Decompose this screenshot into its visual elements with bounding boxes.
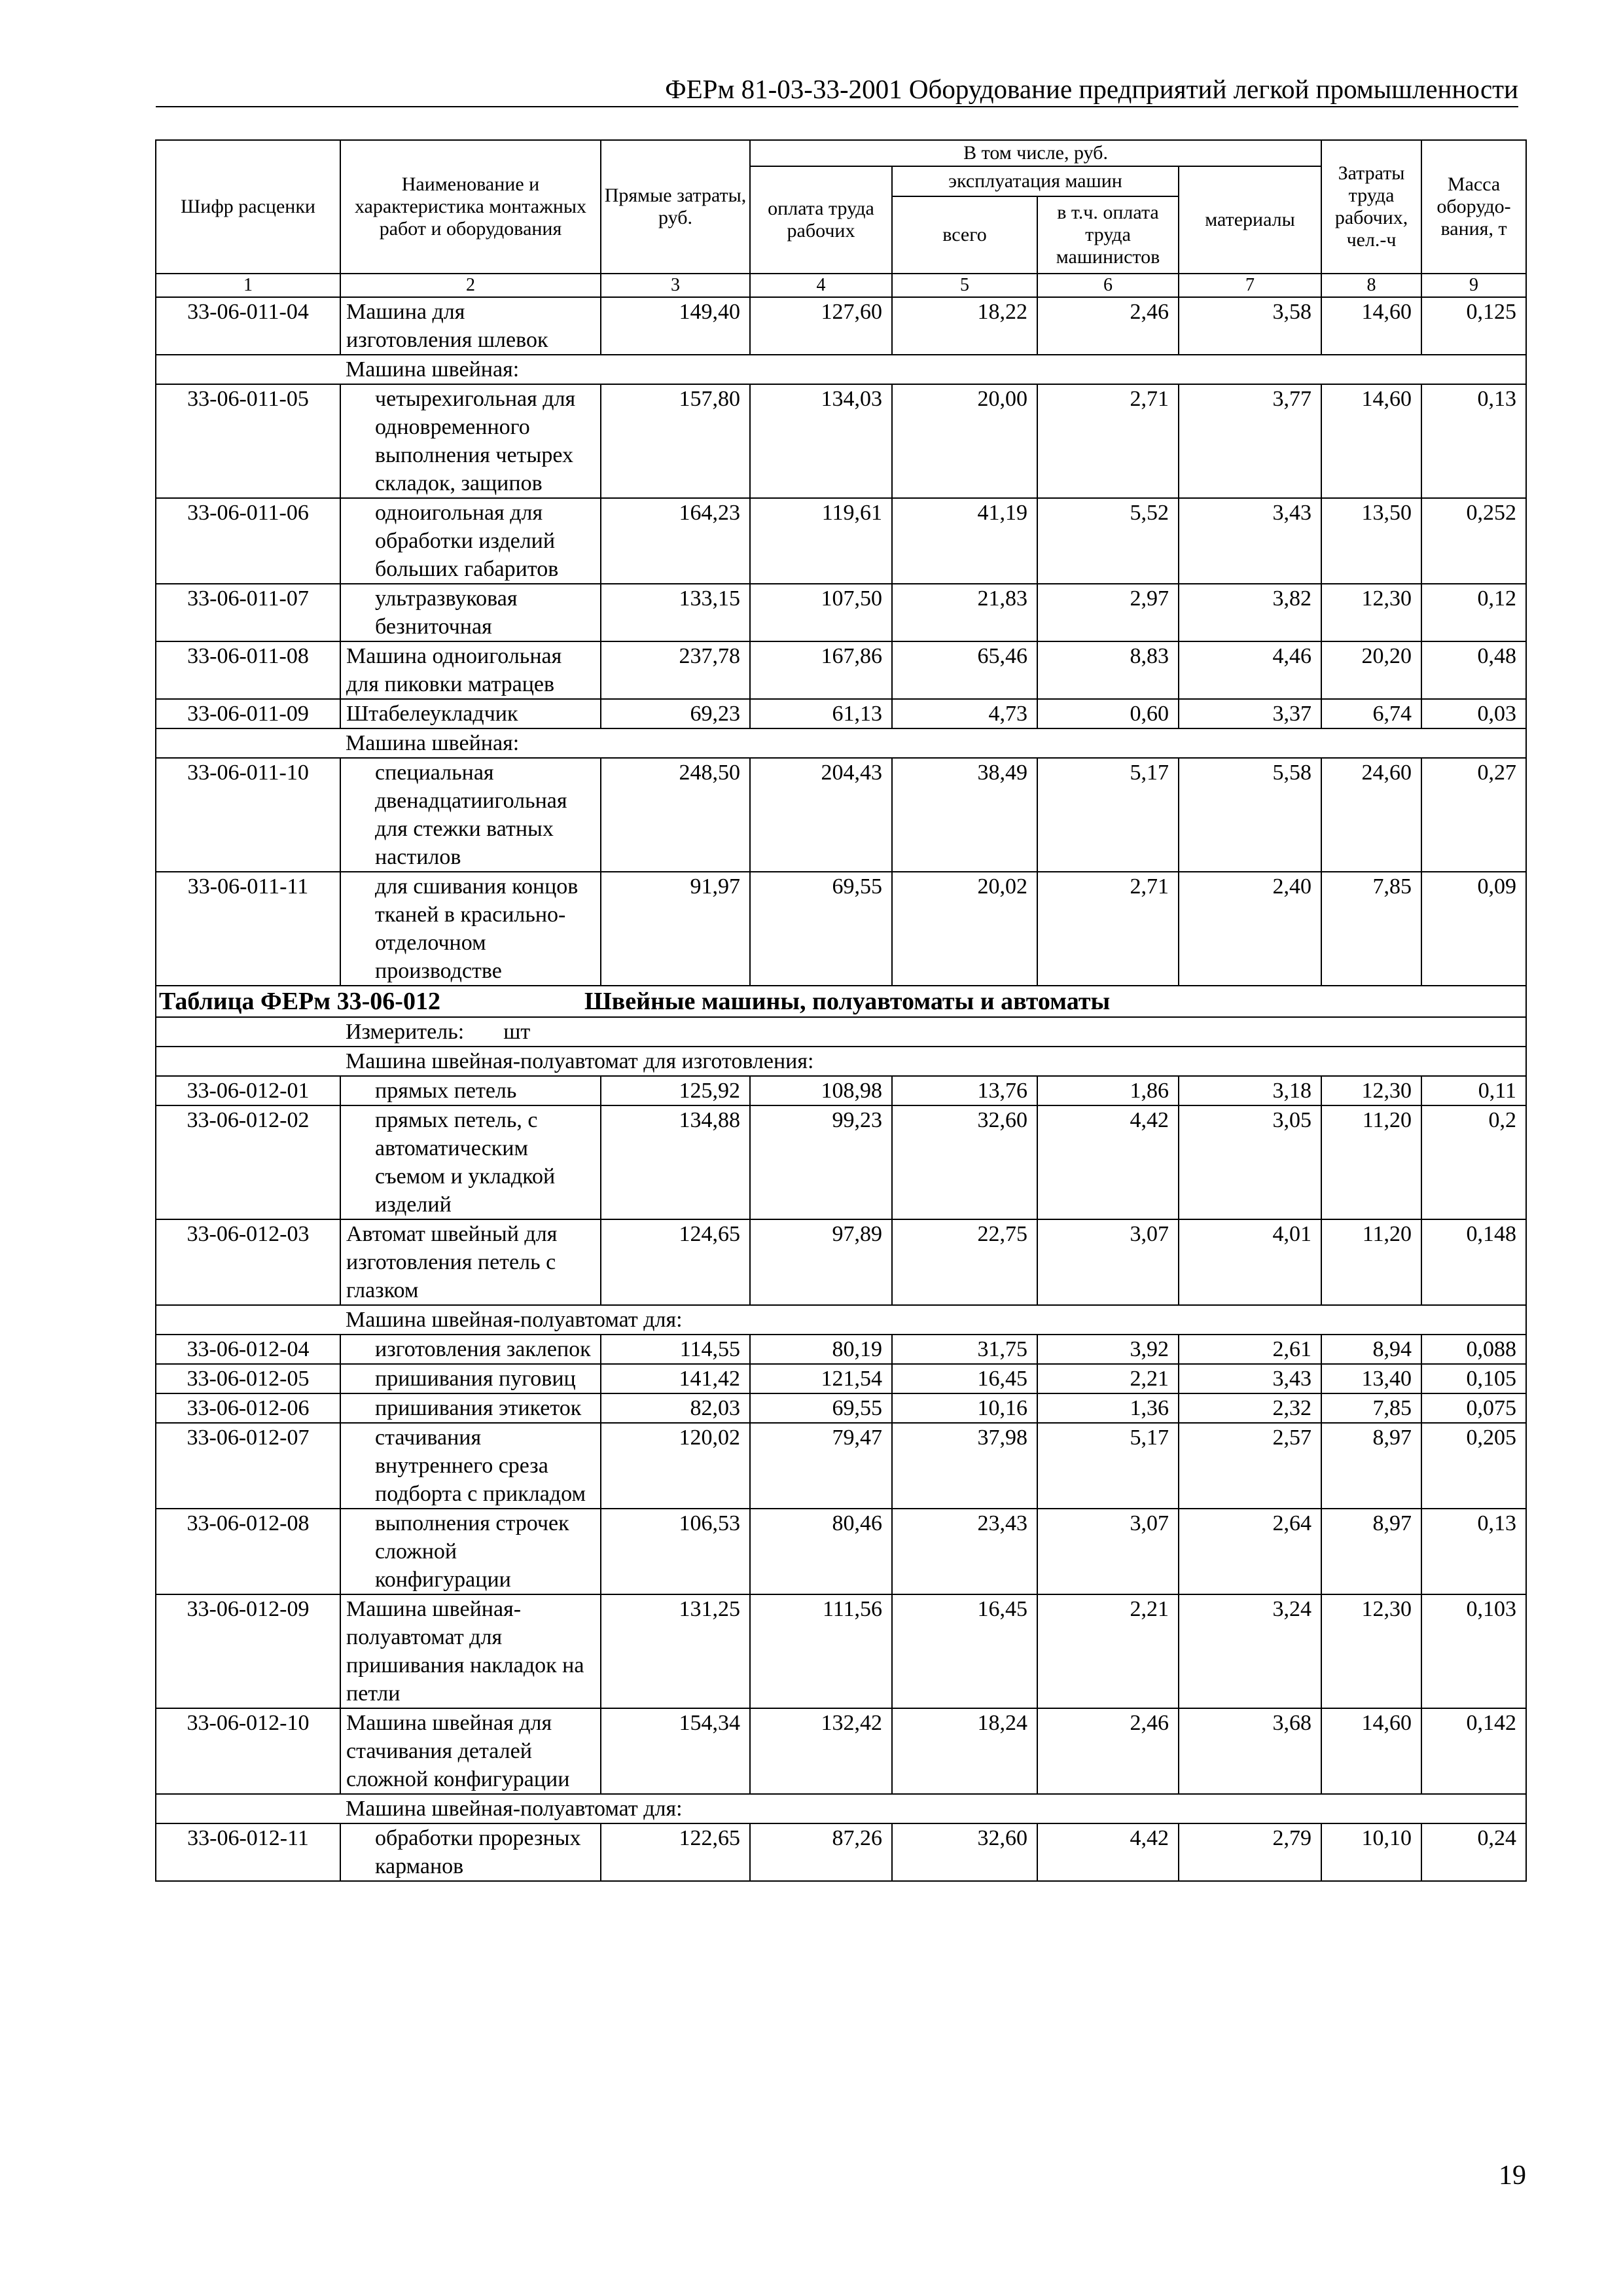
rate-code: 33-06-012-09 xyxy=(156,1594,340,1708)
machinist-wages: 2,46 xyxy=(1037,297,1179,355)
direct-cost: 114,55 xyxy=(601,1335,750,1364)
table-head xyxy=(156,140,1526,297)
materials-cost: 3,43 xyxy=(1179,498,1321,584)
equipment-mass: 0,24 xyxy=(1421,1823,1526,1881)
direct-cost: 154,34 xyxy=(601,1708,750,1794)
labor-hours: 13,40 xyxy=(1321,1364,1421,1393)
equipment-mass: 0,2 xyxy=(1421,1105,1526,1219)
machinist-wages: 8,83 xyxy=(1037,641,1179,699)
direct-cost: 164,23 xyxy=(601,498,750,584)
worker-wages: 127,60 xyxy=(750,297,892,355)
materials-cost: 2,57 xyxy=(1179,1423,1321,1509)
equipment-mass: 0,48 xyxy=(1421,641,1526,699)
machines-total: 37,98 xyxy=(892,1423,1037,1509)
table-row xyxy=(156,584,1526,641)
direct-cost: 69,23 xyxy=(601,699,750,728)
work-name: Машина для изготовления шлевок xyxy=(340,297,601,355)
rate-code: 33-06-011-04 xyxy=(156,297,340,355)
labor-hours: 8,94 xyxy=(1321,1335,1421,1364)
worker-wages: 108,98 xyxy=(750,1076,892,1105)
equipment-mass: 0,03 xyxy=(1421,699,1526,728)
worker-wages: 167,86 xyxy=(750,641,892,699)
column-number: 8 xyxy=(1321,274,1421,297)
work-name: пришивания пуговиц xyxy=(340,1364,601,1393)
work-name: Автомат швейный для изготовления петель с глазком xyxy=(340,1219,601,1305)
work-name: пришивания этикеток xyxy=(340,1393,601,1423)
work-name: Машина швейная для стачивания деталей сложной конфигурации xyxy=(340,1708,601,1794)
labor-hours: 12,30 xyxy=(1321,1076,1421,1105)
subheading-text: Машина швейная-полуавтомат для изготовления: xyxy=(340,1047,1526,1076)
subheading-text: Машина швейная-полуавтомат для: xyxy=(340,1794,1526,1823)
head-machines-total: всего xyxy=(892,196,1037,274)
rate-code: 33-06-012-03 xyxy=(156,1219,340,1305)
worker-wages: 99,23 xyxy=(750,1105,892,1219)
column-number: 7 xyxy=(1179,274,1321,297)
labor-hours: 8,97 xyxy=(1321,1423,1421,1509)
head-mass: Масса оборудо-вания, т xyxy=(1421,140,1526,274)
machinist-wages: 0,60 xyxy=(1037,699,1179,728)
table-row xyxy=(156,758,1526,872)
head-code: Шифр расценки xyxy=(156,140,340,274)
head-materials: материалы xyxy=(1179,166,1321,274)
direct-cost: 124,65 xyxy=(601,1219,750,1305)
machines-total: 32,60 xyxy=(892,1823,1037,1881)
header-rule xyxy=(156,106,1518,107)
head-direct: Прямые затраты, руб. xyxy=(601,140,750,274)
work-name: специальная двенадцатиигольная для стежки ватных настилов xyxy=(340,758,601,872)
labor-hours: 14,60 xyxy=(1321,384,1421,498)
equipment-mass: 0,075 xyxy=(1421,1393,1526,1423)
column-number: 3 xyxy=(601,274,750,297)
machinist-wages: 4,42 xyxy=(1037,1823,1179,1881)
empty-cell xyxy=(156,355,340,384)
table-row xyxy=(156,699,1526,728)
labor-hours: 20,20 xyxy=(1321,641,1421,699)
empty-cell xyxy=(156,1305,340,1335)
work-name: обработки прорезных карманов xyxy=(340,1823,601,1881)
worker-wages: 69,55 xyxy=(750,1393,892,1423)
machinist-wages: 2,21 xyxy=(1037,1594,1179,1708)
subheading-text: Машина швейная-полуавтомат для: xyxy=(340,1305,1526,1335)
materials-cost: 2,40 xyxy=(1179,872,1321,986)
machinist-wages: 2,46 xyxy=(1037,1708,1179,1794)
machines-total: 13,76 xyxy=(892,1076,1037,1105)
equipment-mass: 0,148 xyxy=(1421,1219,1526,1305)
work-name: Машина одноигольная для пиковки матрацев xyxy=(340,641,601,699)
table-row xyxy=(156,498,1526,584)
machines-total: 38,49 xyxy=(892,758,1037,872)
subheading-row xyxy=(156,728,1526,758)
table-row xyxy=(156,1076,1526,1105)
direct-cost: 82,03 xyxy=(601,1393,750,1423)
table-row xyxy=(156,1708,1526,1794)
machines-total: 10,16 xyxy=(892,1393,1037,1423)
machinist-wages: 2,21 xyxy=(1037,1364,1179,1393)
machinist-wages: 4,42 xyxy=(1037,1105,1179,1219)
subheading-text: Машина швейная: xyxy=(340,355,1526,384)
labor-hours: 14,60 xyxy=(1321,297,1421,355)
equipment-mass: 0,13 xyxy=(1421,1509,1526,1594)
labor-hours: 7,85 xyxy=(1321,1393,1421,1423)
machines-total: 22,75 xyxy=(892,1219,1037,1305)
subheading-row xyxy=(156,1305,1526,1335)
table-row xyxy=(156,1364,1526,1393)
rate-code: 33-06-012-10 xyxy=(156,1708,340,1794)
table-row xyxy=(156,1219,1526,1305)
materials-cost: 3,58 xyxy=(1179,297,1321,355)
rate-code: 33-06-012-05 xyxy=(156,1364,340,1393)
work-name: одноигольная для обработки изделий больших габаритов xyxy=(340,498,601,584)
direct-cost: 157,80 xyxy=(601,384,750,498)
column-numbers-row xyxy=(156,274,1526,297)
machinist-wages: 1,86 xyxy=(1037,1076,1179,1105)
worker-wages: 107,50 xyxy=(750,584,892,641)
worker-wages: 119,61 xyxy=(750,498,892,584)
equipment-mass: 0,13 xyxy=(1421,384,1526,498)
machinist-wages: 3,92 xyxy=(1037,1335,1179,1364)
rate-code: 33-06-012-02 xyxy=(156,1105,340,1219)
materials-cost: 3,77 xyxy=(1179,384,1321,498)
direct-cost: 134,88 xyxy=(601,1105,750,1219)
machinist-wages: 3,07 xyxy=(1037,1509,1179,1594)
empty-cell xyxy=(156,728,340,758)
direct-cost: 131,25 xyxy=(601,1594,750,1708)
rate-code: 33-06-011-09 xyxy=(156,699,340,728)
rate-code: 33-06-011-11 xyxy=(156,872,340,986)
table-row xyxy=(156,1423,1526,1509)
labor-hours: 11,20 xyxy=(1321,1219,1421,1305)
worker-wages: 134,03 xyxy=(750,384,892,498)
machines-total: 21,83 xyxy=(892,584,1037,641)
unit-label: Измеритель: xyxy=(346,1020,465,1044)
labor-hours: 13,50 xyxy=(1321,498,1421,584)
equipment-mass: 0,09 xyxy=(1421,872,1526,986)
equipment-mass: 0,103 xyxy=(1421,1594,1526,1708)
machinist-wages: 2,71 xyxy=(1037,872,1179,986)
equipment-mass: 0,12 xyxy=(1421,584,1526,641)
rate-code: 33-06-012-08 xyxy=(156,1509,340,1594)
labor-hours: 12,30 xyxy=(1321,584,1421,641)
materials-cost: 3,43 xyxy=(1179,1364,1321,1393)
table-011-rows xyxy=(156,297,1526,986)
direct-cost: 91,97 xyxy=(601,872,750,986)
materials-cost: 3,68 xyxy=(1179,1708,1321,1794)
worker-wages: 87,26 xyxy=(750,1823,892,1881)
labor-hours: 12,30 xyxy=(1321,1594,1421,1708)
direct-cost: 141,42 xyxy=(601,1364,750,1393)
worker-wages: 111,56 xyxy=(750,1594,892,1708)
machinist-wages: 5,52 xyxy=(1037,498,1179,584)
table-row xyxy=(156,1393,1526,1423)
machines-total: 23,43 xyxy=(892,1509,1037,1594)
materials-cost: 3,18 xyxy=(1179,1076,1321,1105)
equipment-mass: 0,11 xyxy=(1421,1076,1526,1105)
labor-hours: 10,10 xyxy=(1321,1823,1421,1881)
rate-code: 33-06-011-10 xyxy=(156,758,340,872)
table-row xyxy=(156,1335,1526,1364)
machines-total: 31,75 xyxy=(892,1335,1037,1364)
table-row xyxy=(156,1105,1526,1219)
machines-total: 65,46 xyxy=(892,641,1037,699)
equipment-mass: 0,27 xyxy=(1421,758,1526,872)
materials-cost: 2,64 xyxy=(1179,1509,1321,1594)
machines-total: 16,45 xyxy=(892,1364,1037,1393)
worker-wages: 79,47 xyxy=(750,1423,892,1509)
head-name: Наименование и характеристика монтажных работ и оборудования xyxy=(340,140,601,274)
column-number: 2 xyxy=(340,274,601,297)
rate-code: 33-06-011-06 xyxy=(156,498,340,584)
materials-cost: 2,61 xyxy=(1179,1335,1321,1364)
rate-code: 33-06-012-07 xyxy=(156,1423,340,1509)
labor-hours: 7,85 xyxy=(1321,872,1421,986)
empty-cell xyxy=(156,1794,340,1823)
equipment-mass: 0,142 xyxy=(1421,1708,1526,1794)
machinist-wages: 3,07 xyxy=(1037,1219,1179,1305)
head-machines: эксплуатация машин xyxy=(892,166,1179,196)
column-number: 5 xyxy=(892,274,1037,297)
work-name: четырехигольная для одновременного выполнения четырех складок, защипов xyxy=(340,384,601,498)
head-labor: Затраты труда рабочих, чел.-ч xyxy=(1321,140,1421,274)
rate-code: 33-06-012-06 xyxy=(156,1393,340,1423)
direct-cost: 248,50 xyxy=(601,758,750,872)
labor-hours: 6,74 xyxy=(1321,699,1421,728)
table-row xyxy=(156,872,1526,986)
materials-cost: 3,24 xyxy=(1179,1594,1321,1708)
direct-cost: 106,53 xyxy=(601,1509,750,1594)
rate-code: 33-06-011-08 xyxy=(156,641,340,699)
column-number: 9 xyxy=(1421,274,1526,297)
work-name: Штабелеукладчик xyxy=(340,699,601,728)
table-012-caption xyxy=(156,986,1526,1047)
direct-cost: 133,15 xyxy=(601,584,750,641)
unit-row xyxy=(156,1017,1526,1047)
direct-cost: 122,65 xyxy=(601,1823,750,1881)
machines-total: 18,24 xyxy=(892,1708,1037,1794)
price-table xyxy=(155,139,1527,1882)
head-wages: оплата труда рабочих xyxy=(750,166,892,274)
column-number: 4 xyxy=(750,274,892,297)
machines-total: 20,02 xyxy=(892,872,1037,986)
materials-cost: 5,58 xyxy=(1179,758,1321,872)
materials-cost: 3,05 xyxy=(1179,1105,1321,1219)
direct-cost: 120,02 xyxy=(601,1423,750,1509)
labor-hours: 14,60 xyxy=(1321,1708,1421,1794)
subheading-row xyxy=(156,1047,1526,1076)
equipment-mass: 0,105 xyxy=(1421,1364,1526,1393)
worker-wages: 69,55 xyxy=(750,872,892,986)
materials-cost: 4,46 xyxy=(1179,641,1321,699)
direct-cost: 149,40 xyxy=(601,297,750,355)
work-name: ультразвуковая безниточная xyxy=(340,584,601,641)
materials-cost: 3,82 xyxy=(1179,584,1321,641)
column-number: 6 xyxy=(1037,274,1179,297)
labor-hours: 24,60 xyxy=(1321,758,1421,872)
machines-total: 41,19 xyxy=(892,498,1037,584)
worker-wages: 204,43 xyxy=(750,758,892,872)
work-name: Машина швейная-полуавтомат для пришивания накладок на петли xyxy=(340,1594,601,1708)
work-name: прямых петель xyxy=(340,1076,601,1105)
subheading-text: Машина швейная: xyxy=(340,728,1526,758)
worker-wages: 80,46 xyxy=(750,1509,892,1594)
table-012-label: Таблица ФЕРм 33-06-012 xyxy=(159,988,440,1015)
table-title-row xyxy=(156,986,1526,1017)
materials-cost: 2,79 xyxy=(1179,1823,1321,1881)
table-row xyxy=(156,641,1526,699)
subheading-row xyxy=(156,355,1526,384)
rate-code: 33-06-012-11 xyxy=(156,1823,340,1881)
table-row xyxy=(156,1594,1526,1708)
table-row xyxy=(156,1509,1526,1594)
machines-total: 4,73 xyxy=(892,699,1037,728)
worker-wages: 121,54 xyxy=(750,1364,892,1393)
equipment-mass: 0,125 xyxy=(1421,297,1526,355)
machinist-wages: 5,17 xyxy=(1037,1423,1179,1509)
worker-wages: 61,13 xyxy=(750,699,892,728)
work-name: изготовления заклепок xyxy=(340,1335,601,1364)
table-012-title: Швейные машины, полуавтоматы и автоматы xyxy=(584,988,1111,1015)
work-name: прямых петель, с автоматическим съемом и укладкой изделий xyxy=(340,1105,601,1219)
materials-cost: 2,32 xyxy=(1179,1393,1321,1423)
column-number: 1 xyxy=(156,274,340,297)
direct-cost: 125,92 xyxy=(601,1076,750,1105)
empty-cell xyxy=(156,1047,340,1076)
table-012-rows xyxy=(156,1047,1526,1881)
rate-code: 33-06-011-05 xyxy=(156,384,340,498)
worker-wages: 80,19 xyxy=(750,1335,892,1364)
head-including: В том числе, руб. xyxy=(750,140,1321,166)
machinist-wages: 2,97 xyxy=(1037,584,1179,641)
rate-code: 33-06-011-07 xyxy=(156,584,340,641)
table-row xyxy=(156,384,1526,498)
page-number: 19 xyxy=(1499,2161,1526,2191)
machinist-wages: 1,36 xyxy=(1037,1393,1179,1423)
page-header-title: ФЕРм 81-03-33-2001 Оборудование предприятий легкой промышленности xyxy=(665,74,1518,104)
work-name: стачивания внутреннего среза подборта с прикладом xyxy=(340,1423,601,1509)
table-row xyxy=(156,297,1526,355)
unit-value: шт xyxy=(503,1020,531,1044)
rate-code: 33-06-012-04 xyxy=(156,1335,340,1364)
equipment-mass: 0,205 xyxy=(1421,1423,1526,1509)
worker-wages: 97,89 xyxy=(750,1219,892,1305)
machines-total: 20,00 xyxy=(892,384,1037,498)
materials-cost: 4,01 xyxy=(1179,1219,1321,1305)
head-machines-wages: в т.ч. оплата труда машинистов xyxy=(1037,196,1179,274)
machinist-wages: 2,71 xyxy=(1037,384,1179,498)
equipment-mass: 0,088 xyxy=(1421,1335,1526,1364)
materials-cost: 3,37 xyxy=(1179,699,1321,728)
machines-total: 32,60 xyxy=(892,1105,1037,1219)
equipment-mass: 0,252 xyxy=(1421,498,1526,584)
worker-wages: 132,42 xyxy=(750,1708,892,1794)
subheading-row xyxy=(156,1794,1526,1823)
work-name: для сшивания концов тканей в красильно-отделочном производстве xyxy=(340,872,601,986)
machines-total: 18,22 xyxy=(892,297,1037,355)
rate-code: 33-06-012-01 xyxy=(156,1076,340,1105)
direct-cost: 237,78 xyxy=(601,641,750,699)
labor-hours: 8,97 xyxy=(1321,1509,1421,1594)
machines-total: 16,45 xyxy=(892,1594,1037,1708)
table-row xyxy=(156,1823,1526,1881)
machinist-wages: 5,17 xyxy=(1037,758,1179,872)
work-name: выполнения строчек сложной конфигурации xyxy=(340,1509,601,1594)
labor-hours: 11,20 xyxy=(1321,1105,1421,1219)
